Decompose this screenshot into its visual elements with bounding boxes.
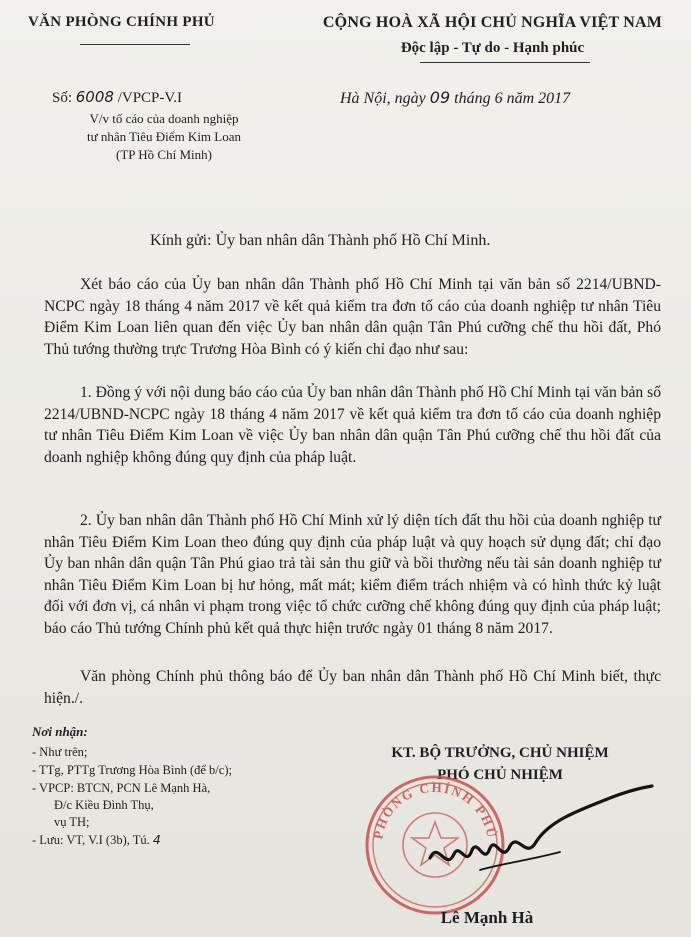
signer-name: Lê Mạnh Hà (440, 908, 534, 927)
recipient-archive: - Lưu: VT, V.I (3b), Tú. (32, 833, 150, 847)
motto-underline (420, 62, 590, 63)
signature-stroke (430, 786, 652, 860)
recipient-item: vụ TH; (54, 815, 90, 829)
recipient-item: - VPCP: BTCN, PCN Lê Mạnh Hà, (32, 781, 211, 795)
document-number (52, 88, 182, 107)
subject-line: V/v tố cáo của doanh nghiệp (89, 111, 239, 126)
recipient-item: - TTg, PTTg Trương Hòa Bình (để b/c); (32, 763, 232, 777)
recipient-item: - Như trên; (32, 745, 88, 759)
agency-underline (80, 44, 190, 45)
doc-number-handwritten: 6008 (75, 88, 114, 106)
document-subject (34, 110, 294, 164)
signatory-line: PHÓ CHỦ NHIỆM (437, 767, 563, 783)
recipient-hand-mark: 4 (152, 832, 161, 847)
body-paragraph: Văn phòng Chính phủ thông báo để Ủy ban nhân dân Thành phố Hồ Chí Minh biết, thực hiện./. (44, 668, 661, 707)
date-suffix: tháng 6 năm 2017 (454, 90, 571, 107)
date-day-handwritten: 09 (429, 88, 451, 107)
body-paragraph: 2. Ủy ban nhân dân Thành phố Hồ Chí Minh xử lý diện tích đất thu hồi của doanh nghiệp tư nhân Tiêu Điểm Kim Loan theo đúng quy định của pháp luật và quy hoạch sử dụng đất; chỉ đạo Ủy ban nhân dân quận Tân Phú giao trả tài sản thu giữ và bồi thường nếu tài sản doanh nghiệp tư nhân Tiêu Điểm Kim Loan bị hư hỏng, mất mát; kiểm điểm trách nhiệm và có hình thức kỷ luật đối với đơn vị, cá nhân vi phạm trong việc tổ chức cưỡng chế không đúng quy định của pháp luật; báo cáo Thủ tướng Chính phủ kết quả thực hiện trước ngày 01 tháng 8 năm 2017. (44, 512, 661, 637)
recipient-item (32, 832, 161, 848)
subject-line: tư nhân Tiêu Điểm Kim Loan (86, 129, 241, 144)
date-prefix: Hà Nội, ngày (340, 90, 426, 107)
doc-number-prefix: Số: (52, 90, 73, 106)
issuing-agency: VĂN PHÒNG CHÍNH PHỦ (28, 14, 215, 30)
signatory-line: KT. BỘ TRƯỞNG, CHỦ NHIỆM (391, 745, 609, 761)
greeting: Kính gửi: Ủy ban nhân dân Thành phố Hồ Chí Minh. (150, 232, 491, 249)
date-line (340, 88, 570, 108)
subject-line: (TP Hồ Chí Minh) (116, 147, 212, 162)
doc-number-suffix: /VPCP-V.I (117, 90, 183, 106)
national-title: CỘNG HOÀ XÃ HỘI CHỦ NGHĨA VIỆT NAM (322, 14, 663, 31)
recipients-title: Nơi nhận: (32, 724, 88, 739)
recipient-item: Đ/c Kiều Đình Thụ, (54, 798, 154, 812)
body-paragraph: Xét báo cáo của Ủy ban nhân dân Thành phố Hồ Chí Minh tại văn bản số 2214/UBND-NCPC ngày 18 tháng 4 năm 2017 về kết quả kiểm tra đơn tố cáo của doanh nghiệp tư nhân Tiêu Điểm Kim Loan liên quan đến việc Ủy ban nhân dân quận Tân Phú cưỡng chế thu hồi đất, Phó Thủ tướng thường trực Trương Hòa Bình có ý kiến chỉ đạo như sau: (44, 276, 661, 358)
signature-tail (480, 852, 560, 870)
national-motto: Độc lập - Tự do - Hạnh phúc (400, 40, 585, 56)
handwritten-signature (420, 780, 660, 890)
seal-text-arc: PHÒNG CHÍNH PHỦ (370, 779, 500, 841)
body-paragraph: 1. Đồng ý với nội dung báo cáo của Ủy ban nhân dân Thành phố Hồ Chí Minh tại văn bản số 2214/UBND-NCPC ngày 18 tháng 4 năm 2017 về kết quả kiểm tra đơn tố cáo của doanh nghiệp tư nhân Tiêu Điểm Kim Loan về việc Ủy ban nhân dân quận Tân Phú cưỡng chế thu hồi đất của doanh nghiệp không đúng quy định của pháp luật. (44, 384, 661, 466)
